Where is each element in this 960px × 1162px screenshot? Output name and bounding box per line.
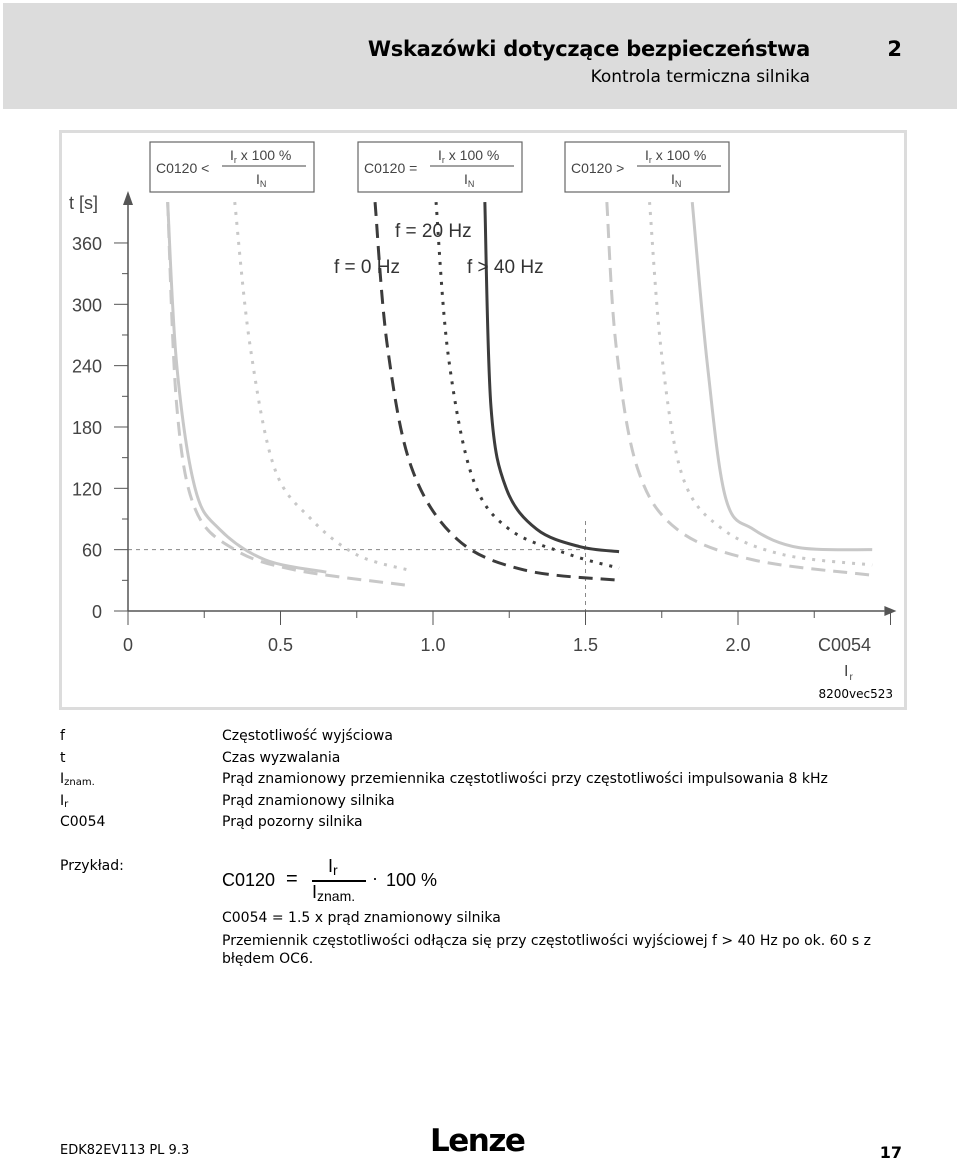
legend-description: Czas wyzwalania: [222, 750, 341, 766]
box-denominator: $I_N$: [256, 171, 267, 189]
x-tick-label: 1.0: [420, 635, 446, 655]
legend-description: Prąd znamionowy przemiennika częstotliwości przy częstotliwości impulsowania 8 kHz: [222, 771, 828, 787]
box-prefix: C0120 >: [571, 160, 625, 176]
formula-lhs: C0120: [222, 870, 276, 890]
y-axis-arrow: [123, 191, 133, 205]
y-tick-label: 180: [71, 417, 102, 438]
formula-numerator: $I_r$: [328, 856, 338, 878]
y-tick-label: 0: [91, 602, 102, 622]
section-title: Wskazówki dotyczące bezpieczeństwa: [367, 37, 810, 61]
curve-label: f = 0 Hz: [334, 257, 400, 278]
legend-symbol: f: [60, 728, 65, 744]
box-numerator: $I_r$ x 100 %: [645, 147, 707, 165]
y-tick-label: 120: [71, 479, 102, 500]
example-line-2: Przemiennik częstotliwości odłącza się przy częstotliwości wyjściowej f > 40 Hz po ok. 60 s z błędem OC6.: [222, 933, 872, 967]
curve-group3-dash-dot: [650, 202, 873, 565]
example-line-1: C0054 = 1.5 x prąd znamionowy silnika: [222, 910, 501, 926]
header-bar: [3, 3, 957, 109]
y-tick-label: 60: [81, 540, 102, 561]
curve-label: f > 40 Hz: [467, 257, 544, 278]
box-prefix: C0120 =: [364, 160, 418, 176]
y-tick-label: 360: [71, 233, 102, 254]
curve-group1-solid: [168, 202, 327, 572]
footer-doc-id: EDK82EV113 PL 9.3: [60, 1143, 190, 1158]
box-denominator: $I_N$: [671, 171, 682, 189]
chart-boxes: [150, 142, 729, 192]
x-axis-label: C0054: [818, 635, 872, 655]
formula-dot: ·: [372, 868, 378, 888]
box-numerator: $I_r$ x 100 %: [230, 147, 292, 165]
x-tick-label: 0.5: [267, 635, 294, 655]
chart-svg: [62, 133, 904, 707]
formula-denominator: $I_{znam.}$: [312, 882, 356, 904]
x-tick-label: 1.5: [572, 635, 599, 655]
box-numerator: $I_r$ x 100 %: [438, 147, 500, 165]
x-tick-label: 2.0: [725, 635, 751, 655]
y-tick-label: 240: [71, 356, 102, 377]
formula-equals: =: [286, 868, 298, 890]
section-subtitle: Kontrola termiczna silnika: [590, 67, 810, 87]
c0120-condition-box: [565, 142, 729, 192]
legend-symbol: C0054: [60, 814, 106, 830]
legend-symbol: $I_{znam.}$: [60, 771, 95, 788]
legend-symbol: t: [60, 750, 66, 766]
box-prefix: C0120 <: [156, 160, 210, 176]
thermal-monitoring-chart: [59, 130, 907, 710]
x-tick-label: 0: [122, 635, 134, 655]
y-axis-label: t [s]: [69, 193, 99, 213]
curve-group3-solid: [692, 202, 872, 550]
legend-description: Prąd pozorny silnika: [222, 814, 363, 830]
curve-label: f = 20 Hz: [395, 221, 472, 242]
box-denominator: $I_N$: [464, 171, 475, 189]
page-number: 17: [879, 1143, 902, 1162]
legend-symbol: $I_r$: [60, 793, 69, 810]
x-axis-label-2: $I_r$: [844, 663, 853, 683]
curve-group3-dashed: [607, 202, 872, 575]
legend-description: Częstotliwość wyjściowa: [222, 728, 393, 744]
chapter-number: 2: [887, 37, 902, 61]
formula-rhs: 100 %: [386, 870, 438, 890]
c0120-condition-box: [150, 142, 314, 192]
example-formula: [222, 856, 522, 906]
example-label: Przykład:: [60, 858, 124, 874]
image-code: 8200vec523: [818, 687, 893, 701]
lenze-logo: Lenze: [430, 1123, 525, 1159]
legend-description: Prąd znamionowy silnika: [222, 793, 395, 809]
c0120-condition-box: [358, 142, 522, 192]
chart-labels: [334, 221, 544, 278]
curve-group2-solid: [485, 202, 619, 552]
y-tick-label: 300: [71, 295, 102, 316]
